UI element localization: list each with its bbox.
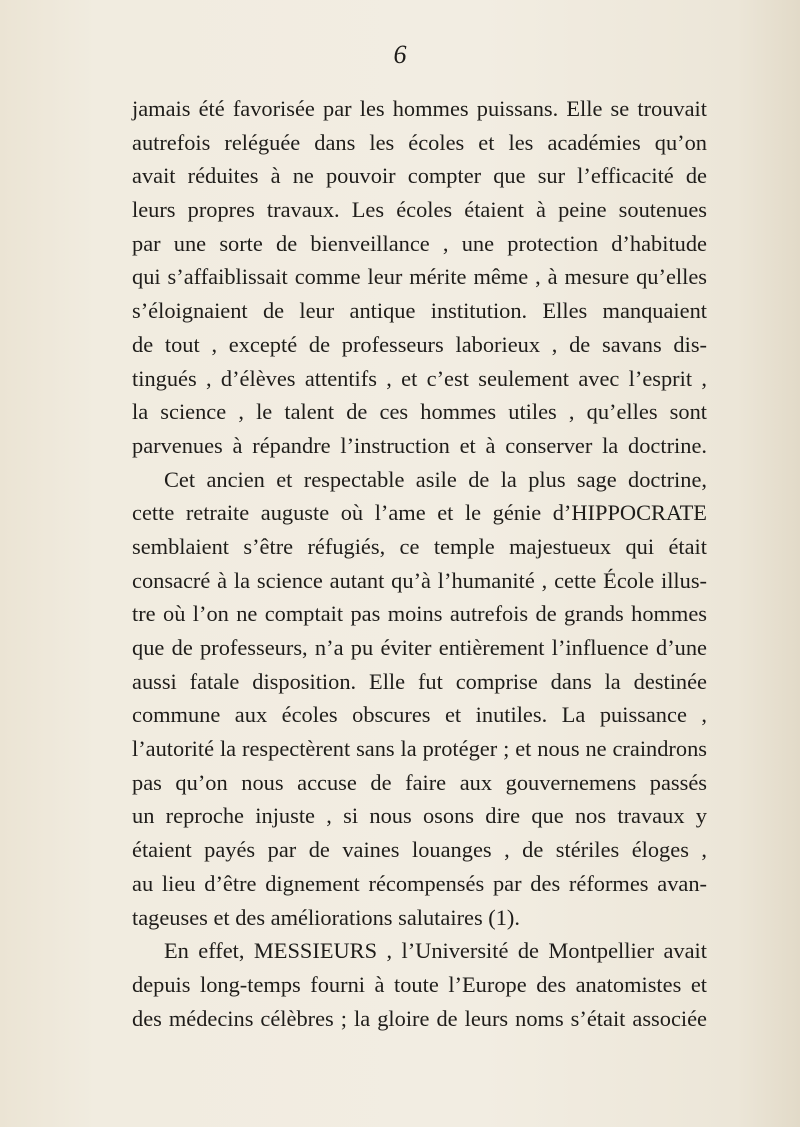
text-line: En effet, MESSIEURS , l’Université de Montpellier avait xyxy=(164,938,707,964)
text-line: l’autorité la respectèrent sans la protéger ; et nous ne craindrons xyxy=(132,736,707,762)
text-line: Cet ancien et respectable asile de la plus sage doctrine, xyxy=(164,466,707,492)
text-line: autrefois reléguée dans les écoles et les académies qu’on xyxy=(132,129,707,155)
text-line: jamais été favorisée par les hommes puissans. Elle se trouvait xyxy=(132,96,707,121)
text-line: au lieu d’être dignement récompensés par des réformes avan- xyxy=(132,870,707,896)
text-line: des médecins célèbres ; la gloire de leurs noms s’était associée xyxy=(132,1005,707,1031)
text-line: pas qu’on nous accuse de faire aux gouvernemens passés xyxy=(132,769,707,795)
text-line: de tout , excepté de professeurs laborieux , de savans dis- xyxy=(132,331,707,357)
text-line: tre où l’on ne comptait pas moins autrefois de grands hommes xyxy=(132,601,707,627)
text-line: depuis long-temps fourni à toute l’Europe des anatomistes et xyxy=(132,971,707,997)
page-number: 6 xyxy=(393,40,407,69)
body-text xyxy=(132,92,707,1035)
text-line: que de professeurs, n’a pu éviter entièrement l’influence d’une xyxy=(132,635,707,660)
text-line: par une sorte de bienveillance , une protection d’habitude xyxy=(132,230,707,256)
text-line: cette retraite auguste où l’ame et le génie d’HIPPOCRATE xyxy=(132,500,707,526)
text-line: un reproche injuste , si nous osons dire que nos travaux y xyxy=(132,803,707,829)
text-line: tingués , d’élèves attentifs , et c’est seulement avec l’esprit , xyxy=(132,365,707,391)
text-line: avait réduites à ne pouvoir compter que sur l’efficacité de xyxy=(132,163,707,189)
text-line: semblaient s’être réfugiés, ce temple majestueux qui était xyxy=(132,533,707,559)
text-line: aussi fatale disposition. Elle fut comprise dans la destinée xyxy=(132,668,707,694)
text-line: parvenues à répandre l’instruction et à conserver la doctrine. xyxy=(132,432,707,458)
text-line: commune aux écoles obscures et inutiles. La puissance , xyxy=(132,702,707,728)
text-line: qui s’affaiblissait comme leur mérite même , à mesure qu’elles xyxy=(132,264,707,290)
text-line: leurs propres travaux. Les écoles étaient à peine soutenues xyxy=(132,197,707,223)
text-line: s’éloignaient de leur antique institution. Elles manquaient xyxy=(132,298,707,324)
text-line: consacré à la science autant qu’à l’humanité , cette École illus- xyxy=(132,567,707,593)
text-line: étaient payés par de vaines louanges , de stériles éloges , xyxy=(132,837,707,863)
text-line: tageuses et des améliorations salutaires (1). xyxy=(132,904,520,930)
text-line: la science , le talent de ces hommes utiles , qu’elles sont xyxy=(132,399,707,425)
